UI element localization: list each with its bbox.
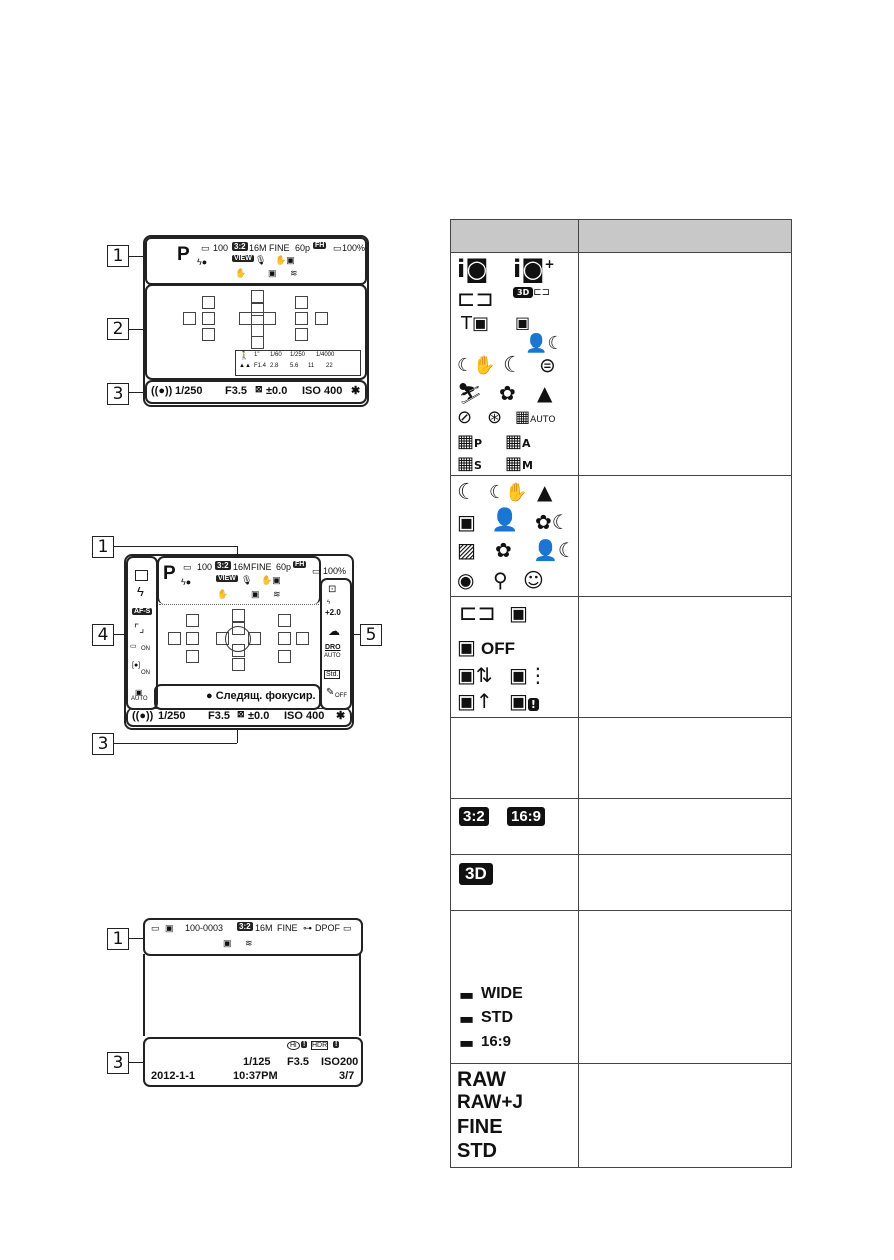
shot-count: 100: [213, 243, 229, 253]
steady-shot-icon: ✋▣: [261, 575, 281, 585]
af-frame: [232, 609, 245, 622]
table-row: [451, 253, 792, 476]
night-scene-icon: ☾: [457, 480, 477, 505]
database-error-icon: ≋: [245, 938, 253, 948]
icon-cell: [451, 476, 579, 597]
white-balance-icon: ☁: [328, 624, 340, 638]
shutter-speed: 1/250: [158, 710, 186, 722]
file-number: 100-0003: [185, 923, 224, 933]
person-icon: 🚶: [239, 351, 249, 360]
exposure-scale: [235, 350, 361, 376]
landscape-icon: ▲▲: [239, 363, 251, 369]
face-detect-icon: ▭: [130, 643, 137, 650]
memory-card-icon: ▭: [201, 243, 210, 253]
3d-icon: [459, 863, 493, 885]
picture-effect-icon: ⊘: [457, 407, 473, 428]
meaning-cell: [579, 911, 792, 1064]
baby-icon: ☺: [523, 568, 544, 592]
wifi-wait-icon: ▣⋮: [509, 663, 548, 687]
callout-3: 3: [107, 1052, 129, 1074]
quality-raw-jpeg: RAW+J: [457, 1092, 523, 1113]
frame-edge: [143, 954, 145, 1036]
af-frame: [251, 336, 264, 349]
shot-count: 100: [197, 562, 213, 572]
battery-icon: ▭: [343, 923, 352, 933]
af-frame: [295, 328, 308, 341]
icon-cell: [451, 855, 579, 911]
smile-state: ON: [141, 670, 150, 676]
date: 2012-1-1: [151, 1070, 196, 1082]
icon-table: [450, 219, 792, 1168]
mode-label: P: [177, 244, 190, 265]
auto-frame-icon: ▣: [135, 688, 143, 697]
aspect-3-2-icon: [459, 807, 489, 826]
table-row: [451, 911, 792, 1064]
night-portrait-icon: ✿☾: [535, 510, 570, 534]
movie-auto-icon: ▦AUTO: [515, 407, 556, 426]
icon-cell: [451, 911, 579, 1064]
handheld-twilight-icon: ☾✋: [457, 355, 496, 376]
shutter-speed: 1/250: [175, 385, 203, 397]
flash-comp-icon: ϟ: [327, 600, 331, 606]
image-index: 3/7: [339, 1070, 355, 1082]
shooting-screen-2: [124, 554, 354, 730]
info-row-top: [145, 237, 367, 285]
header-cell-meaning: [579, 220, 792, 253]
3d-panorama-icon: 3D ⊏⊐: [513, 287, 550, 298]
aspect-ratio: 3:2: [234, 242, 246, 251]
auto-frame-state: AUTO: [131, 696, 148, 702]
wifi-off-label: OFF: [481, 639, 515, 658]
aspect-16-9-icon: [507, 807, 545, 826]
portrait-icon: 👤: [491, 508, 519, 533]
info-row-top: [143, 918, 363, 956]
aperture: F3.5: [287, 1056, 310, 1068]
view-icon: VIEW: [234, 255, 252, 262]
night-portrait-icon: 👤☾: [525, 333, 564, 354]
sports-icon: ⛷: [457, 381, 483, 405]
panorama-std-icon: ▬: [459, 1009, 475, 1028]
dpof: DPOF: [315, 923, 341, 933]
memory-card-icon: ▭: [183, 562, 192, 572]
quality-std: STD: [457, 1140, 497, 1162]
iso: ISO 400: [284, 710, 325, 722]
af-frame: [232, 644, 245, 657]
view-icon: VIEW: [218, 575, 236, 582]
battery-level: 100%: [323, 566, 347, 576]
af-frame: [278, 650, 291, 663]
quality: FINE: [251, 562, 272, 572]
flash-comp: +2.0: [325, 608, 341, 617]
playback-folder-icon: ▣: [165, 923, 174, 933]
memory-card-icon: ▭: [151, 923, 160, 933]
movie-format-icon: FH: [315, 242, 325, 249]
table-header: [451, 220, 792, 253]
af-frame: [168, 632, 181, 645]
steadyshot-icon: ((●)): [151, 385, 173, 397]
panorama-16-9-icon: ▬: [459, 1033, 475, 1052]
af-frame: [295, 312, 308, 325]
leader-line: [129, 256, 144, 257]
frame-edge: [359, 954, 361, 1036]
meaning-cell: [579, 855, 792, 911]
picture-effect-state: OFF: [335, 693, 347, 699]
callout-4: 4: [92, 624, 114, 646]
right-panel: [320, 578, 352, 710]
scale-tick: 1/60: [270, 352, 282, 358]
movie-m-icon: ▦M: [505, 453, 533, 474]
database-full-icon: ≋: [273, 589, 281, 599]
flash-icon: ϟ: [137, 584, 144, 599]
face-detect-state: ON: [141, 646, 150, 652]
meaning-cell: [579, 718, 792, 799]
battery-level: 100%: [342, 243, 366, 253]
tracking-bar: [154, 684, 321, 710]
landscape-icon: ▲: [537, 381, 553, 405]
warning-icon: !: [335, 1041, 338, 1048]
table-row: [451, 597, 792, 718]
icon-cell: [451, 799, 579, 855]
movie-s-icon: ▦S: [457, 453, 482, 474]
memory-card-icon: ⊏⊐: [459, 601, 496, 626]
af-frame: [295, 296, 308, 309]
af-area: [154, 604, 318, 684]
aspect-ratio: 3:2: [217, 561, 229, 570]
wifi-off-icon: ▣: [457, 635, 476, 659]
leader-line: [129, 329, 144, 330]
icon-cell: [451, 597, 579, 718]
scale-tick: 22: [326, 363, 333, 369]
aperture: F3.5: [225, 385, 248, 397]
playback-screen: [143, 918, 363, 1084]
callout-5: 5: [360, 624, 382, 646]
superior-auto-icon: i◙+: [513, 255, 555, 283]
movie-format-icon: FH: [295, 561, 305, 568]
af-frame: [202, 296, 215, 309]
aperture: F3.5: [208, 710, 231, 722]
smile-shutter-icon: [●]: [132, 662, 141, 669]
3d-label: 3D: [459, 863, 493, 885]
aspect-ratio: 3:2: [239, 922, 251, 931]
quality-fine: FINE: [457, 1116, 503, 1138]
quality: FINE: [269, 243, 290, 253]
exposure-comp: ±0.0: [266, 385, 288, 397]
scale-tick: F1.4: [254, 363, 267, 369]
meaning-cell: [579, 597, 792, 718]
quality-raw: RAW: [457, 1068, 506, 1091]
iso: ISO200: [321, 1056, 359, 1068]
picture-effect-icon: ✎: [326, 687, 335, 698]
callout-2: 2: [107, 318, 129, 340]
landscape-icon: ▲: [537, 480, 553, 504]
panorama-wide-icon: ▬: [459, 985, 475, 1004]
focus-area-icon: ⌜⌟: [134, 623, 145, 635]
overheat-icon: ▣: [268, 268, 277, 278]
icon-cell: [451, 1064, 579, 1168]
mode-label: P: [163, 563, 176, 584]
shake-error-icon: ✋: [235, 268, 247, 278]
af-frame: [186, 632, 199, 645]
battery-icon: ▭: [312, 566, 321, 576]
callout-1: 1: [107, 928, 129, 950]
callout-3: 3: [107, 383, 129, 405]
wifi-transfer-icon: ▣⇅: [457, 663, 493, 687]
af-frame: [232, 658, 245, 671]
panorama-16-9-label: 16:9: [481, 1033, 512, 1050]
leader-line: [129, 1062, 143, 1063]
callout-1: 1: [107, 245, 129, 267]
table-row: [451, 1064, 792, 1168]
continuous-shot-icon: ▣: [515, 313, 531, 332]
shake-error-icon: ✋: [217, 589, 229, 599]
flash-charge-icon: ϟ●: [197, 257, 208, 267]
meaning-cell: [579, 253, 792, 476]
mic-off-icon: 🎙: [255, 255, 267, 265]
table-row: [451, 855, 792, 911]
scale-tick: 1": [254, 352, 260, 358]
image-size: 16M: [233, 562, 251, 572]
callout-3: 3: [92, 733, 114, 755]
hdr-icon: HDR: [312, 1042, 328, 1049]
info-row-bottom: [126, 708, 352, 727]
handheld-twilight-icon: ☾✋: [489, 482, 528, 503]
movie-a-icon: ▦A: [505, 431, 531, 452]
image-size: 16M: [249, 243, 267, 253]
tracking-focus-text: ● Следящ. фокусир.: [206, 690, 316, 702]
panorama-std-label: STD: [481, 1009, 513, 1026]
overheat-icon: ▣: [223, 938, 232, 948]
tele-zoom-icon: T▣: [461, 313, 490, 334]
af-frame: [183, 312, 196, 325]
leader-line: [114, 546, 237, 547]
af-frame: [202, 312, 215, 325]
aspect-3-2-label: 3:2: [459, 807, 489, 826]
steadyshot-icon: ((●)): [132, 710, 154, 722]
face-icon: ◉: [457, 568, 475, 592]
leader-line: [114, 743, 237, 744]
frame-rate: 60p: [295, 243, 311, 253]
scale-tick: 5.6: [290, 363, 299, 369]
battery-icon: ▭: [333, 243, 342, 253]
info-row-bottom: [145, 380, 367, 404]
mic-off-icon: 🎙: [241, 575, 253, 585]
intelligent-auto-icon: i◙: [457, 255, 489, 283]
af-frame: [202, 328, 215, 341]
movie-p-icon: ▦P: [457, 431, 483, 452]
dro-label: DRO: [325, 644, 341, 651]
meaning-cell: [579, 799, 792, 855]
meaning-cell: [579, 1064, 792, 1168]
af-frame: [278, 614, 291, 627]
af-frame: [278, 632, 291, 645]
table-row: [451, 718, 792, 799]
callout-1: 1: [92, 536, 114, 558]
spotlight-icon: ⚲: [493, 568, 508, 592]
portrait-night-icon: 👤☾: [533, 538, 576, 562]
protect-icon: ⊶: [303, 923, 312, 933]
backlight-portrait-icon: ▣: [457, 510, 476, 534]
header-cell-icon: [451, 220, 579, 253]
scale-tick: 1/250: [290, 352, 306, 358]
af-frame: [315, 312, 328, 325]
metering-icon: ⊡: [328, 584, 337, 595]
shooting-screen-1: [143, 235, 369, 407]
af-frame: [296, 632, 309, 645]
af-area: [145, 284, 367, 380]
warning-icon: !: [303, 1041, 306, 1048]
info-row-bottom: [143, 1037, 363, 1087]
database-full-icon: ≋: [290, 268, 298, 278]
time: 10:37PM: [233, 1070, 278, 1082]
drive-mode-icon: [135, 570, 148, 581]
af-frame: [251, 290, 264, 303]
dynamic-range-icon: Hi: [287, 1041, 300, 1050]
sweep-panorama-icon: ⊏⊐: [457, 287, 494, 312]
scale-tick: 2.8: [270, 363, 279, 369]
exposure-comp: ±0.0: [248, 710, 270, 722]
macro-icon: ✿: [499, 381, 516, 405]
backlight-icon: ▨: [457, 538, 476, 562]
wifi-upload-icon: ▣↑: [457, 689, 493, 713]
wifi-card-icon: ▣: [509, 601, 528, 625]
iso: ISO 400: [302, 385, 343, 397]
wifi-error-icon: ▣ !: [509, 689, 539, 713]
meaning-cell: [579, 476, 792, 597]
focus-mode: AF-S: [134, 608, 151, 615]
ae-lock-icon: ✱: [351, 385, 361, 397]
icon-cell: [451, 718, 579, 799]
panorama-wide-label: WIDE: [481, 985, 523, 1002]
af-frame: [263, 312, 276, 325]
af-frame: [186, 614, 199, 627]
scale-tick: 1/4000: [316, 352, 335, 358]
frame-rate: 60p: [276, 562, 292, 572]
table-row: [451, 476, 792, 597]
exposure-comp-icon: ⊠: [237, 709, 245, 719]
ae-lock-icon: ✱: [336, 710, 346, 722]
exposure-comp-icon: ⊠: [255, 384, 263, 394]
leader-line: [129, 938, 143, 939]
steady-shot-icon: ✋▣: [275, 255, 295, 265]
night-scene-icon: ☾: [503, 353, 523, 378]
sunset-icon: ⊜: [539, 353, 556, 377]
icon-cell: [451, 253, 579, 476]
table-row: [451, 799, 792, 855]
image-size: 16M: [255, 923, 273, 933]
quality: FINE: [277, 923, 298, 933]
info-row-top: [157, 556, 321, 604]
aspect-16-9-label: 16:9: [507, 807, 545, 826]
shutter-speed: 1/125: [243, 1056, 271, 1068]
dro-state: AUTO: [324, 653, 341, 659]
macro-icon: ✿: [495, 538, 512, 562]
flash-charge-icon: ϟ●: [181, 577, 192, 587]
af-frame: [186, 650, 199, 663]
flash-off-icon: ⊛: [487, 407, 503, 428]
leader-line: [129, 392, 144, 393]
scale-tick: 11: [308, 363, 315, 369]
creative-style: Std.: [326, 671, 339, 678]
overheat-icon: ▣: [251, 589, 260, 599]
